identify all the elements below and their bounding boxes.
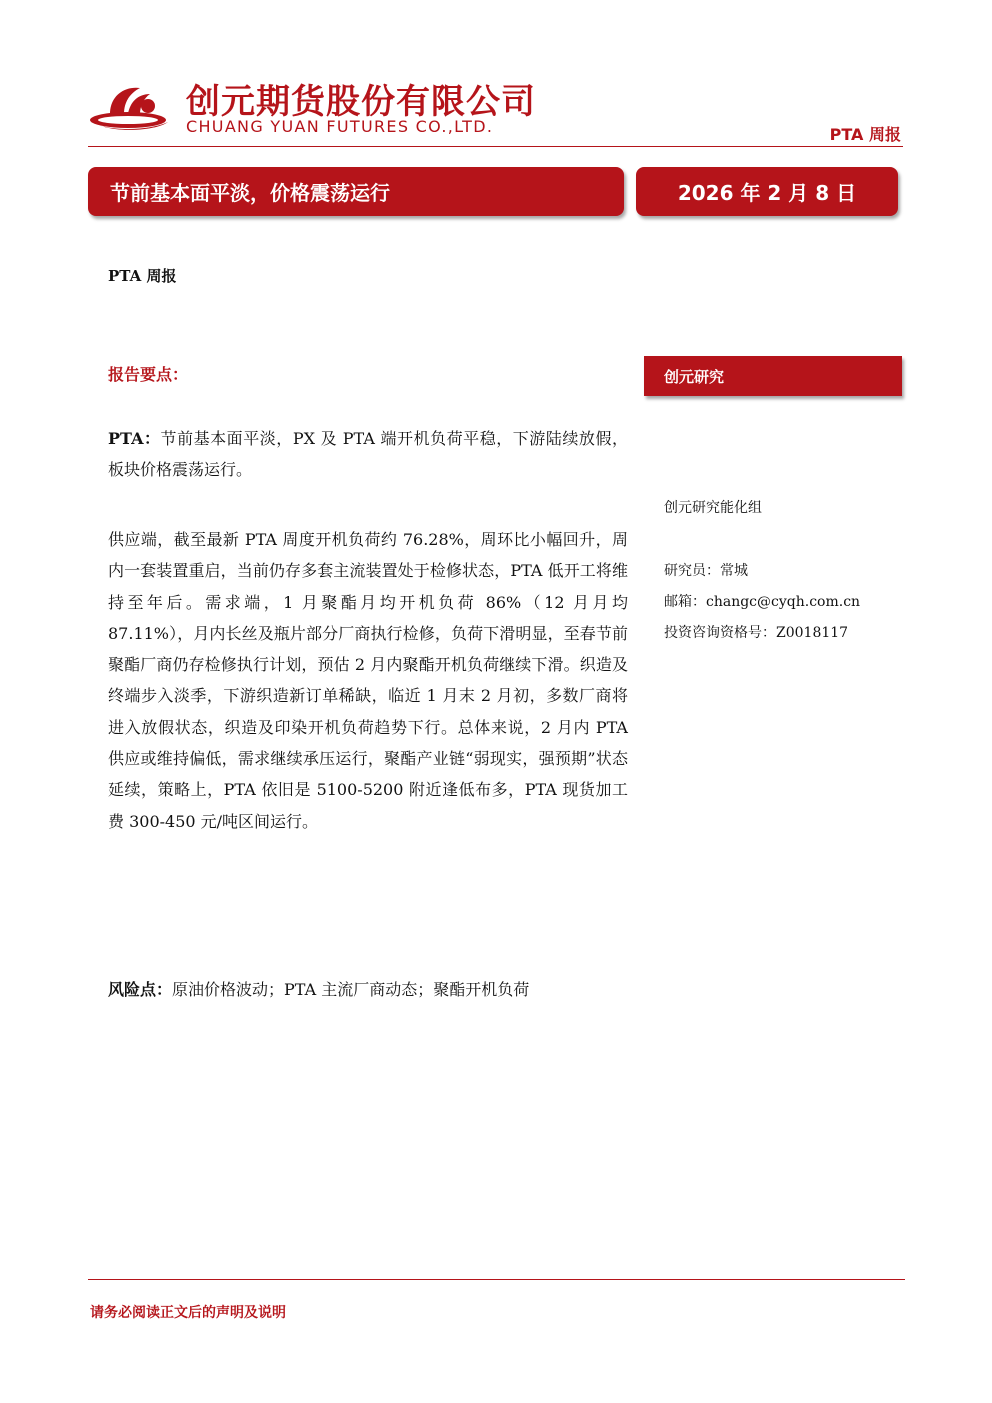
risk-lead: 风险点： [108,980,173,999]
analyst-email: 邮箱：changc@cyqh.com.cn [664,594,861,610]
footer-divider [88,1279,905,1280]
company-name-cn: 创元期货股份有限公司 [186,82,536,122]
pta-summary [108,423,628,486]
report-type: PTA 周报 [108,267,177,285]
header-report-tag: PTA 周报 [829,125,901,144]
report-title-banner [88,167,624,216]
research-box-label: 创元研究 [664,367,725,386]
risk-text: 原油价格波动；PTA 主流厂商动态；聚酯开机负荷 [172,980,530,999]
analysis-paragraph: 供应端，截至最新 PTA 周度开机负荷约 76.28%，周环比小幅回升，周内一套装置重启，当前仍存多套主流装置处于检修状态，PTA 低开工将维持至年后。需求端，1 月聚酯月均开机负荷 86%（12 月月均 87.11%），月内长丝及瓶片部分厂商执行检修，负荷下滑明显，至春节前聚酯厂商仍存检修执行计划，预估 2 月内聚酯开机负荷继续下滑。织造及终端步入淡季，下游织造新订单稀缺，临近 1 月末 2 月初，多数厂商将进入放假状态，织造及印染开机负荷趋势下行。总体来说，2 月内 PTA 供应或维持偏低，需求继续承压运行，聚酯产业链“弱现实，强预期”状态延续，策略上，PTA 依旧是 5100-5200 附近逢低布多，PTA 现货加工费 300-450 元/吨区间运行。 [108,530,628,831]
report-date-banner [636,167,898,216]
research-group: 创元研究能化组 [664,500,762,516]
header-divider [88,146,903,147]
footer-disclaimer-note: 请务必阅读正文后的声明及说明 [90,1305,286,1321]
analyst-name: 研究员：常城 [664,563,748,579]
company-name-en: CHUANG YUAN FUTURES CO.,LTD. [186,117,494,136]
key-points-heading: 报告要点： [108,365,189,384]
license-number: 投资咨询资格号：Z0018117 [664,625,849,641]
pta-summary-text: 节前基本面平淡，PX 及 PTA 端开机负荷平稳，下游陆续放假，板块价格震荡运行。 [108,429,628,480]
report-title: 节前基本面平淡，价格震荡运行 [110,181,390,205]
risk-points [108,974,628,1005]
research-box [644,356,902,396]
company-logo-icon [88,78,176,136]
report-date: 2026 年 2 月 8 日 [677,181,857,205]
pta-lead: PTA： [108,429,161,448]
